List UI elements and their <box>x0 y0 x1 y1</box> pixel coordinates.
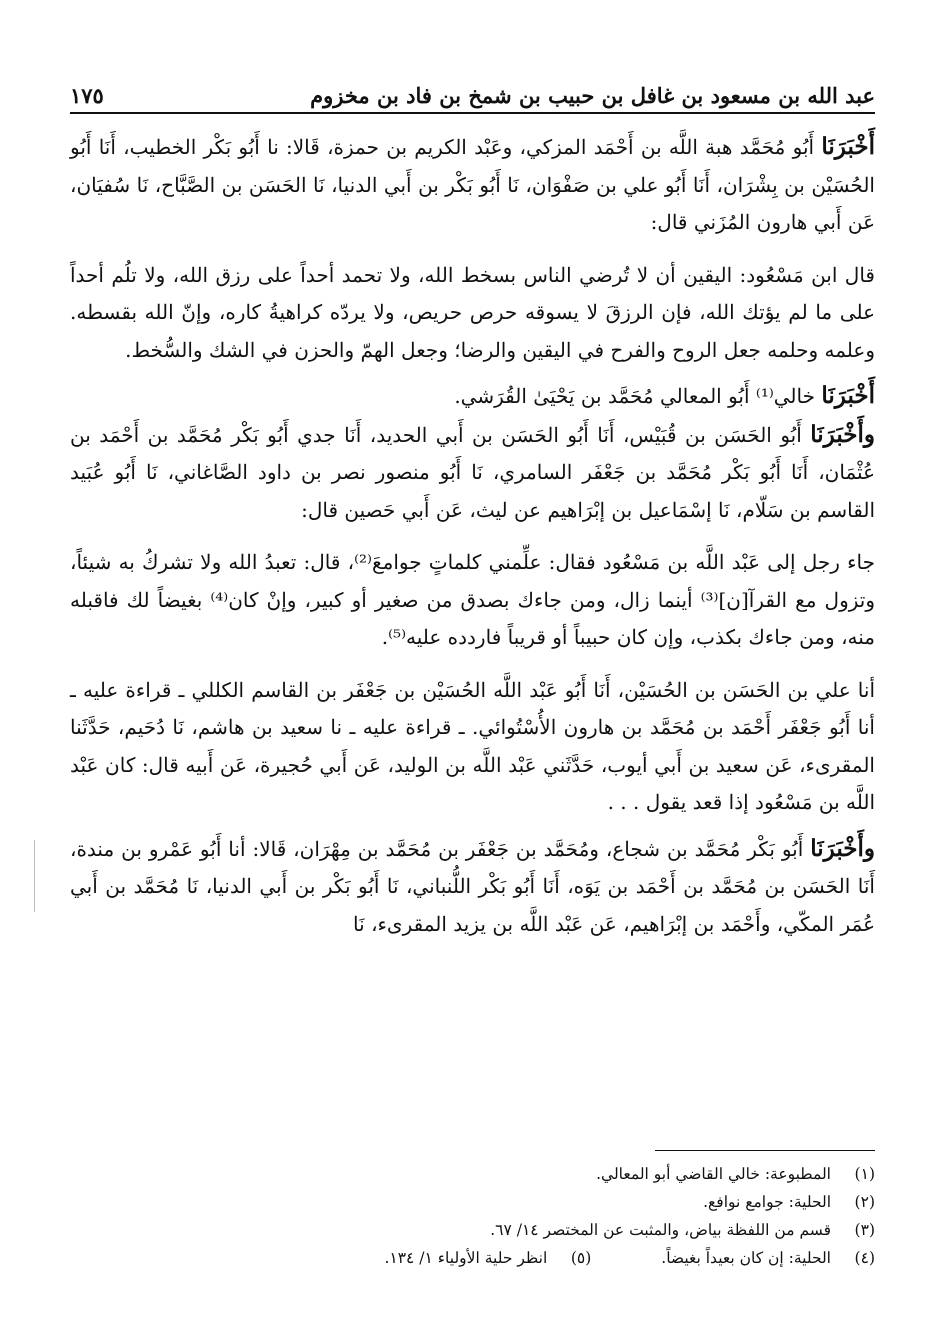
footnote-text: قسم من اللفظة بياض، والمثبت عن المختصر ١٤/ ٦٧. <box>490 1221 831 1239</box>
paragraph-7 <box>70 830 875 944</box>
footnote-number: (٣) <box>854 1221 875 1239</box>
paragraph-4 <box>70 416 875 530</box>
paragraph-lead: وأَخْبَرَنَا <box>810 834 875 862</box>
footnote-3 <box>70 1216 875 1244</box>
paragraph-text: جاء رجل إلى عَبْد اللَّه بن مَسْعُود فقال: علِّمني كلماتٍ جوامعَ⁽²⁾، قال: تعبدُ الله ولا تشركُ به شيئاً، وتزول مع القرآ[ن]⁽³⁾ أينما زال، ومن جاءك بصدق من صغير أو كبير، وإنْ كان⁽⁴⁾ بغيضاً لك فاقبله منه، ومن جاءك بكذب، وإن كان حبيباً أو قريباً فاردده عليه⁽⁵⁾. <box>70 550 875 649</box>
footnote-1 <box>70 1160 875 1188</box>
footnote-5 <box>384 1244 591 1272</box>
footnote-text: الحلية: إن كان بعيداً بغيضاً. <box>661 1249 831 1267</box>
paragraph-text: خالي⁽¹⁾ أَبُو المعالي مُحَمَّد بن يَحْيَىٰ القُرَشي. <box>454 384 822 408</box>
main-text <box>70 128 875 943</box>
paragraph-text: قال ابن مَسْعُود: اليقين أن لا تُرضي الناس بسخط الله، ولا تحمد أحداً على رزق الله، ولا تلُم أحداً على ما لم يؤتك الله، فإن الرزقَ لا يسوقه حرص حريص، ولا يردّه كراهيةُ كاره، وإنّ الله بقسطه. وعلمه وحلمه جعل الروح والفرح في اليقين والرضا؛ وجعل الهمّ والحزن في الشك والسُّخط. <box>70 262 875 362</box>
paragraph-1 <box>70 128 875 242</box>
footnote-number: (٢) <box>854 1193 875 1211</box>
running-title: عبد الله بن مسعود بن غافل بن حبيب بن شمخ بن فاد بن مخزوم <box>310 83 875 108</box>
footnote-2 <box>70 1188 875 1216</box>
paragraph-lead: أَخْبَرَنَا <box>821 133 875 160</box>
paragraph-5 <box>70 543 875 657</box>
footnote-number: (٤) <box>854 1249 875 1267</box>
footnote-row-4-5 <box>70 1244 875 1272</box>
paragraph-6 <box>70 671 875 822</box>
footnote-text: انظر حلية الأولياء ١/ ١٣٤. <box>384 1249 548 1267</box>
footnote-rule <box>655 1150 875 1151</box>
paragraph-lead: أَخْبَرَنَا <box>821 382 875 409</box>
page-number: ١٧٥ <box>70 83 104 108</box>
paragraph-lead: وأَخْبَرَنَا <box>810 420 875 448</box>
footnote-number: (١) <box>854 1165 875 1183</box>
running-header <box>70 68 875 108</box>
paragraph-3 <box>70 377 875 416</box>
footnote-text: المطبوعة: خالي القاضي أبو المعالي. <box>596 1165 831 1183</box>
paragraph-2 <box>70 256 875 370</box>
paragraph-text: أنا علي بن الحَسَن بن الحُسَيْن، أَنَا أَبُو عَبْد اللَّه الحُسَيْن بن جَعْفَر بن القاسم الكللي ـ قراءة عليه ـ أنا أَبُو جَعْفَر أَحْمَد بن مُحَمَّد بن هارون الأُسْتُوائي. ـ قراءة عليه ـ نا سعيد بن هاشم، نَا دُحَيم، حَدَّثَنا المقرىء، عَن سعيد بن أَبي أيوب، حَدَّثَني عَبْد اللَّه بن الوليد، عَن أَبي حُجيرة، عَن أَبيه قال: كان عَبْد اللَّه بن مَسْعُود إذا قعد يقول . . . <box>70 677 875 814</box>
footnote-4 <box>661 1244 875 1272</box>
footnote-text: الحلية: جوامع نوافع. <box>703 1193 831 1211</box>
footnote-number: (٥) <box>570 1249 592 1267</box>
paragraph-text: أَبُو بَكْر مُحَمَّد بن شجاع، ومُحَمَّد بن جَعْفَر بن مُحَمَّد بن مِهْرَان، قَالا: أنا أَبُو عَمْرو بن مندة، أَنَا الحَسَن بن مُحَمَّد بن أَحْمَد بن يَوَه، أَنَا أَبُو بَكْر اللُّنباني، نَا أَبُو بَكْر بن أَبي الدنيا، نَا مُحَمَّد بن أَبي عُمَر المكّي، وأَحْمَد بن إبْرَاهيم، عَن عَبْد اللَّه بن يزيد المقرىء، نَا <box>70 836 875 936</box>
margin-line <box>34 840 35 912</box>
paragraph-text: أَبُو مُحَمَّد هبة اللَّه بن أَحْمَد المزكي، وعَبْد الكريم بن حمزة، قَالا: نا أَبُو بَكْر الخطيب، أَنَا أَبُو الحُسَيْن بن بِشْرَان، أَنَا أَبُو علي بن صَفْوَان، نَا أَبُو بَكْر بن أَبي الدنيا، نَا الحَسَن بن الصَّبَّاح، نَا سُفيَان، عَن أَبي هارون المُزَني قال: <box>70 135 875 234</box>
footnotes <box>70 1160 875 1272</box>
paragraph-text: أَبُو الحَسَن بن قُبَيْس، أَنَا أَبُو الحَسَن بن أَبي الحديد، أَنَا جدي أَبُو بَكْر مُحَمَّد بن أَحْمَد بن عُثْمَان، أَنَا أَبُو بَكْر مُحَمَّد بن جَعْفَر السامري، نَا أَبُو منصور نصر بن داود الصَّاغاني، نَا أَبُو عُبَيد القاسم بن سَلّام، نَا إسْمَاعيل بن إبْرَاهيم عن ليث، عَن أَبي حَصين قال: <box>70 422 875 522</box>
header-rule <box>70 112 875 114</box>
